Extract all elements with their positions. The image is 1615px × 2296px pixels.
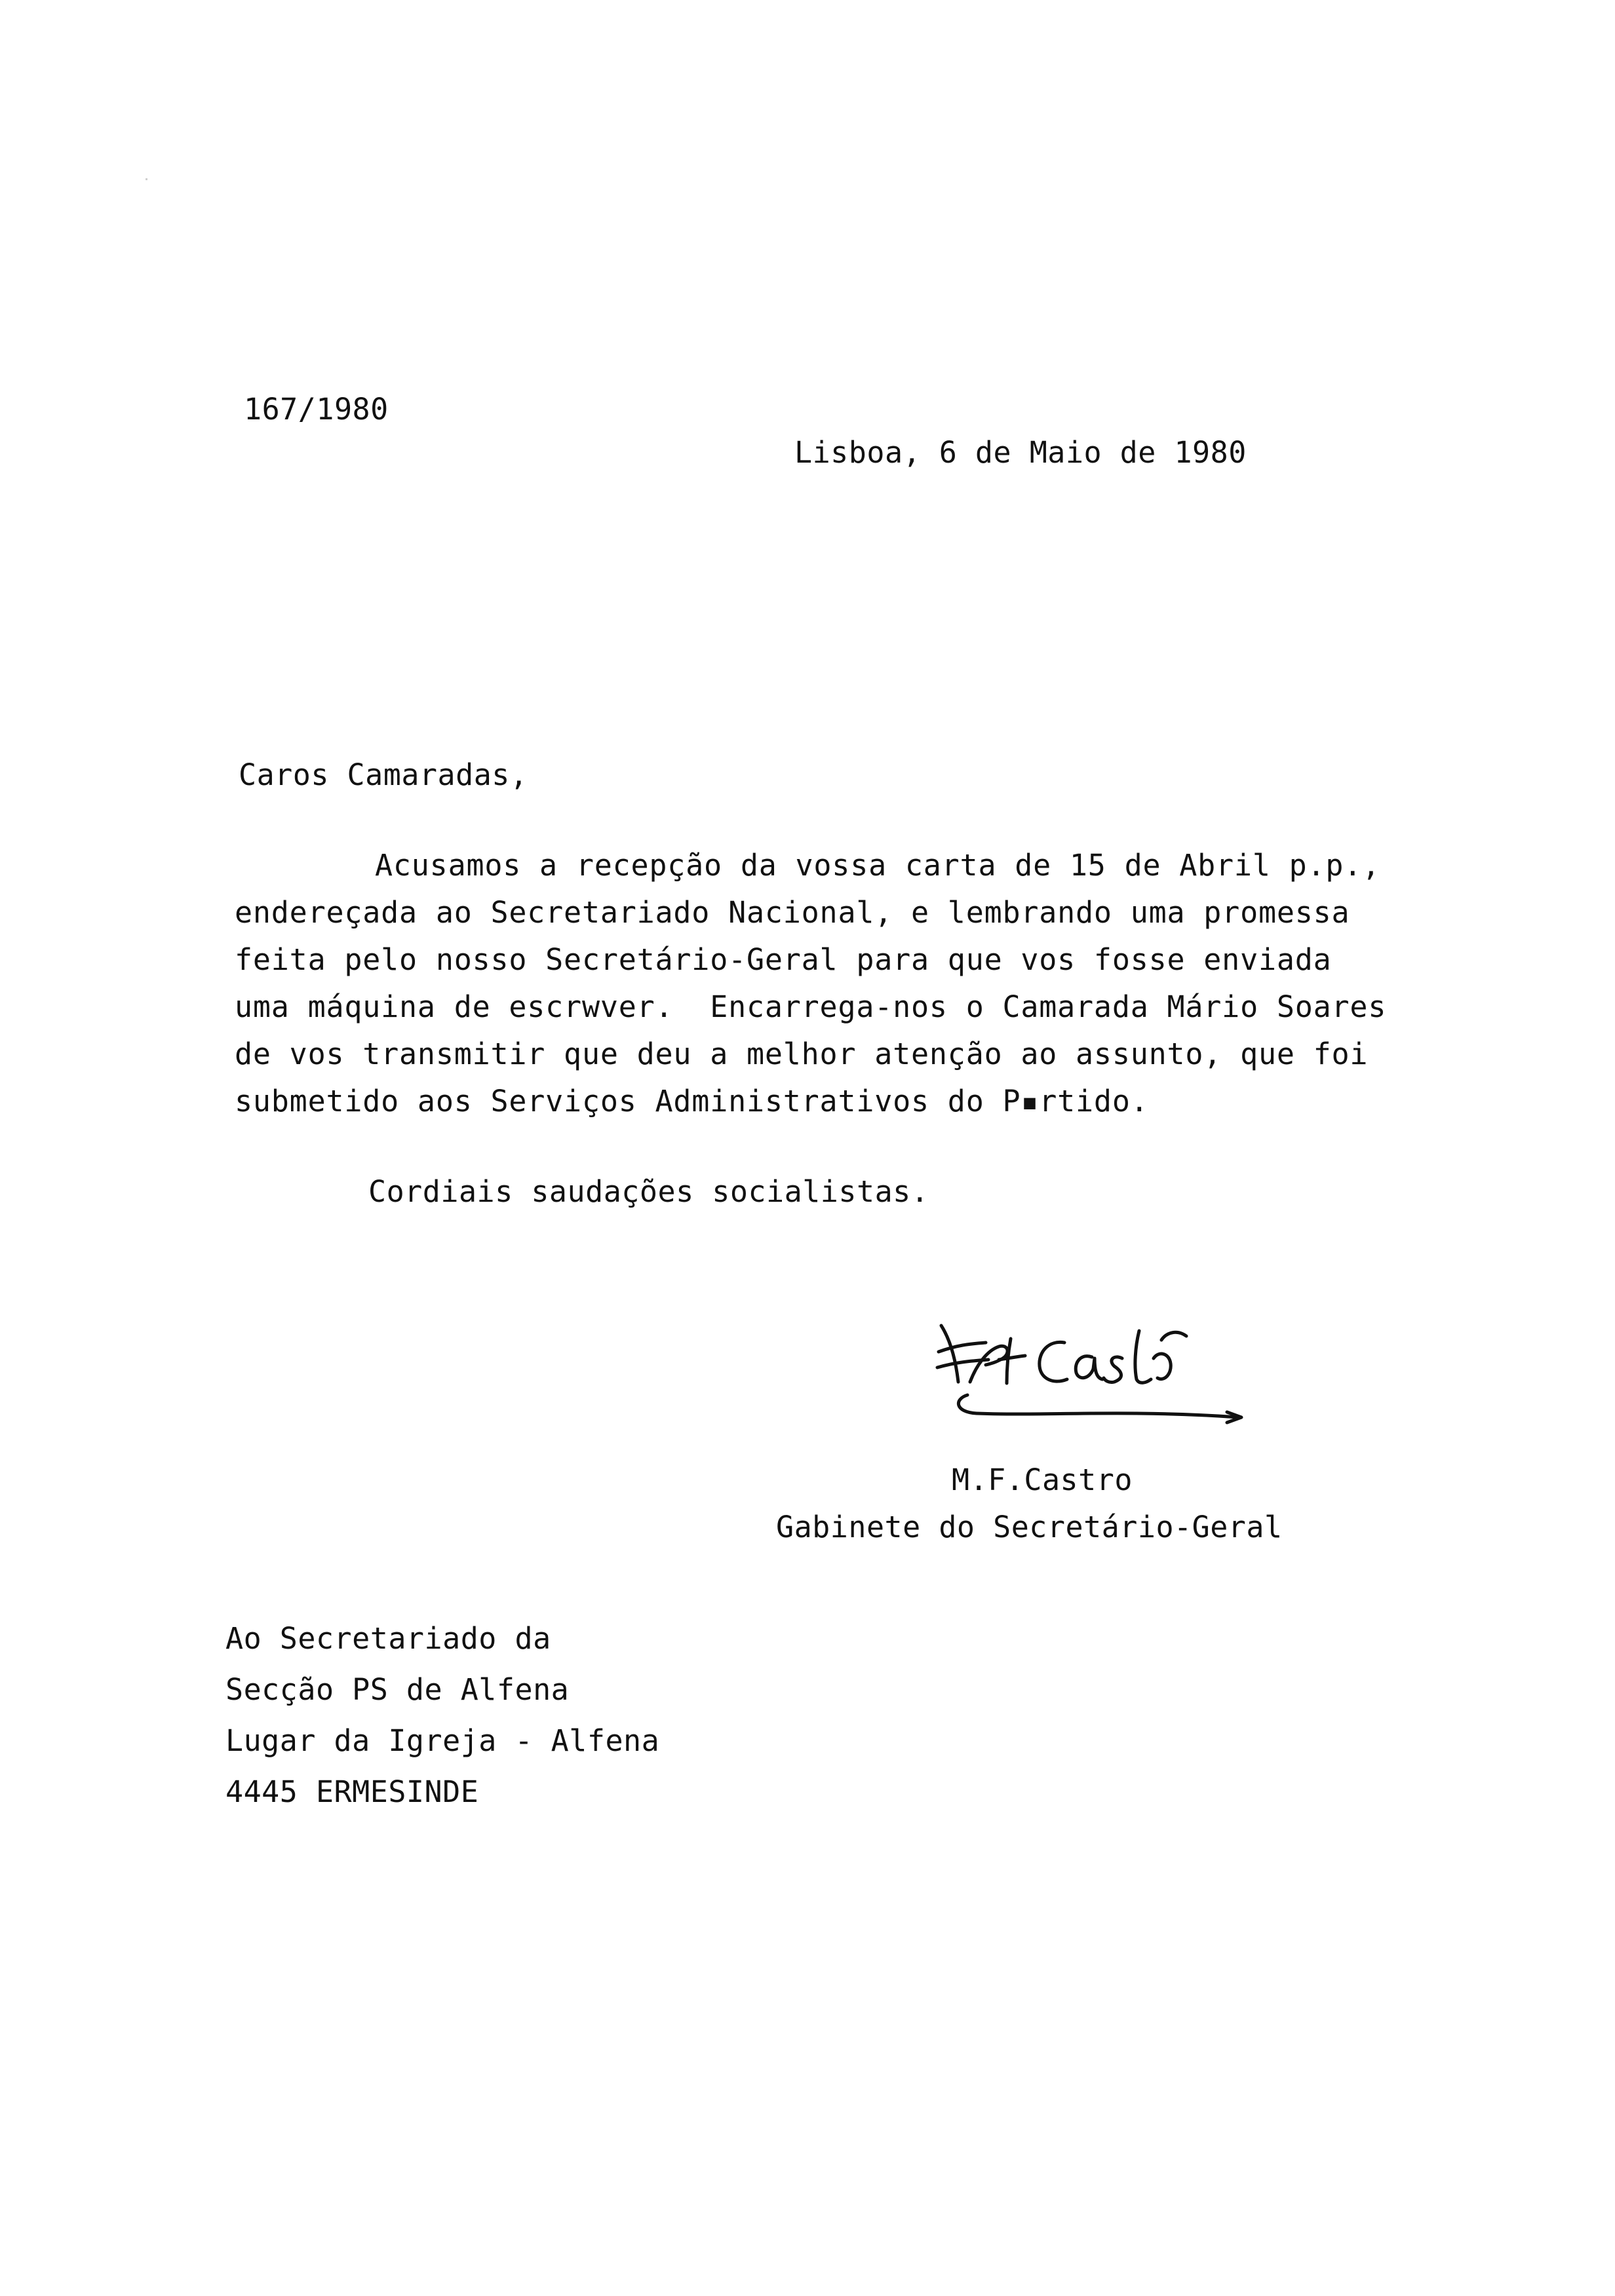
signer-name: M.F.Castro xyxy=(952,1463,1133,1497)
signer-office: Gabinete do Secretário-Geral xyxy=(776,1510,1283,1544)
body-line: submetido aos Serviços Administrativos do P▪rtido. xyxy=(235,1084,1149,1119)
paper-speck xyxy=(146,178,147,180)
body-line: Acusamos a recepção da vossa carta de 15 de Abril p.p., xyxy=(375,848,1381,883)
address-line: 4445 ERMESINDE xyxy=(225,1774,479,1809)
address-line: Lugar da Igreja - Alfena xyxy=(225,1723,660,1758)
body-line: endereçada ao Secretariado Nacional, e lembrando uma promessa xyxy=(235,895,1350,930)
salutation: Caros Camaradas, xyxy=(239,757,528,792)
body-line: uma máquina de escrwver. Encarrega-nos o Camarada Mário Soares xyxy=(235,989,1387,1024)
letter-reference: 167/1980 xyxy=(244,392,389,427)
handwritten-signature-icon xyxy=(931,1314,1258,1425)
address-line: Secção PS de Alfena xyxy=(225,1672,570,1707)
body-line: feita pelo nosso Secretário-Geral para que vos fosse enviada xyxy=(235,942,1332,977)
address-line: Ao Secretariado da xyxy=(225,1621,551,1656)
body-line: de vos transmitir que deu a melhor atenção ao assunto, que foi xyxy=(235,1037,1369,1071)
closing: Cordiais saudações socialistas. xyxy=(368,1174,929,1209)
place-date: Lisboa, 6 de Maio de 1980 xyxy=(794,435,1247,470)
